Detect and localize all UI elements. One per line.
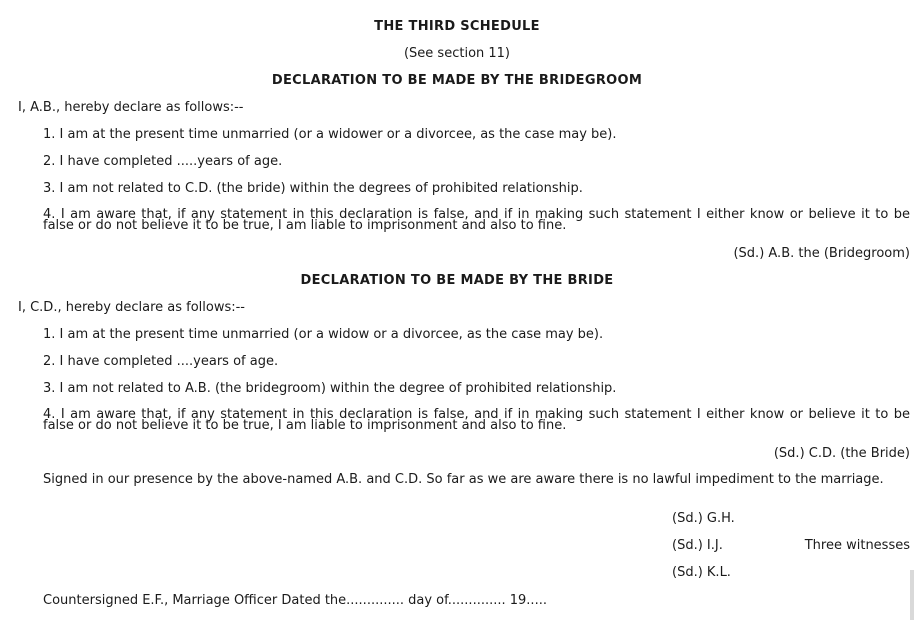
- bridegroom-signature: (Sd.) A.B. the (Bridegroom): [733, 246, 910, 261]
- bride-heading: DECLARATION TO BE MADE BY THE BRIDE: [300, 273, 614, 288]
- scrollbar-edge[interactable]: [910, 570, 914, 620]
- bridegroom-item-4: 4. I am aware that, if any statement in this declaration is false, and if in making such statement I either know or believe it to be false or do not believe it to be true, I am liable to imprisonment and also to fine.: [43, 207, 910, 233]
- bride-item-3: 3. I am not related to A.B. (the bridegroom) within the degree of prohibited relationship.: [43, 381, 617, 396]
- witness-1: (Sd.) G.H.: [672, 511, 735, 526]
- bride-intro: I, C.D., hereby declare as follows:--: [18, 300, 245, 315]
- presence-statement: Signed in our presence by the above-named A.B. and C.D. So far as we are aware there is no lawful impediment to the marriage.: [43, 472, 884, 487]
- bridegroom-item-2: 2. I have completed .....years of age.: [43, 154, 283, 169]
- schedule-subtitle: (See section 11): [403, 46, 511, 61]
- bride-signature: (Sd.) C.D. (the Bride): [773, 446, 910, 461]
- witnesses-label: Three witnesses: [804, 538, 910, 553]
- bride-item-1: 1. I am at the present time unmarried (or a widow or a divorcee, as the case may be).: [43, 327, 604, 342]
- witness-3: (Sd.) K.L.: [672, 565, 731, 580]
- bridegroom-heading: DECLARATION TO BE MADE BY THE BRIDEGROOM: [271, 73, 643, 88]
- bride-item-4: 4. I am aware that, if any statement in this declaration is false, and if in making such statement I either know or believe it to be false or do not believe it to be true, I am liable to imprisonment and also to fine.: [43, 407, 910, 433]
- schedule-title: THE THIRD SCHEDULE: [374, 19, 540, 34]
- bridegroom-item-1: 1. I am at the present time unmarried (or a widower or a divorcee, as the case may be).: [43, 127, 617, 142]
- bride-item-2: 2. I have completed ....years of age.: [43, 354, 279, 369]
- bridegroom-intro: I, A.B., hereby declare as follows:--: [18, 100, 244, 115]
- witness-2: (Sd.) I.J.: [672, 538, 723, 553]
- bridegroom-item-3: 3. I am not related to C.D. (the bride) within the degrees of prohibited relationship.: [43, 181, 583, 196]
- countersign-line: Countersigned E.F., Marriage Officer Dated the.............. day of.............. 19.....: [43, 593, 547, 608]
